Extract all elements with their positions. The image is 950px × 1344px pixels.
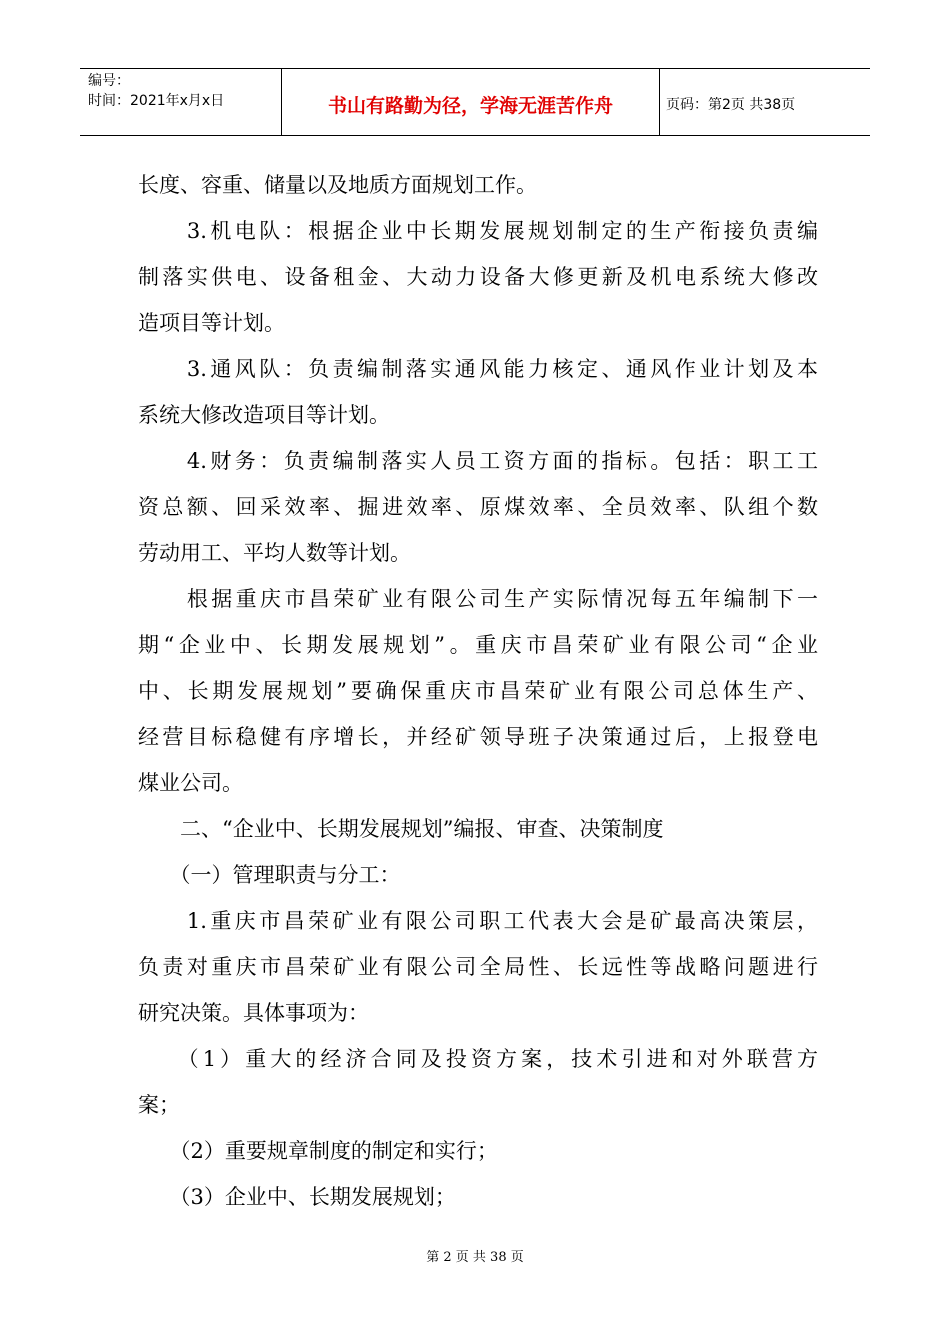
body-line: 制落实供电、设备租金、大动力设备大修更新及机电系统大修改	[138, 265, 818, 289]
body-line: 长度、容重、储量以及地质方面规划工作。	[138, 173, 537, 197]
body-line: 造项目等计划。	[138, 311, 285, 335]
list-item: （3）企业中、长期发展规划；	[138, 1185, 456, 1209]
body-line: 系统大修改造项目等计划。	[138, 403, 390, 427]
section-heading: 二、“企业中、长期发展规划”编报、审查、决策制度	[138, 817, 664, 841]
body-line: 经营目标稳健有序增长，并经矿领导班子决策通过后，上报登电	[138, 725, 818, 749]
body-line: 中、长期发展规划”要确保重庆市昌荣矿业有限公司总体生产、	[138, 679, 818, 703]
body-line: 案；	[138, 1093, 180, 1117]
subsection-heading: （一）管理职责与分工：	[138, 863, 401, 887]
body-line: 负责对重庆市昌荣矿业有限公司全局性、长远性等战略问题进行	[138, 955, 818, 979]
body-line: 4.财务：负责编制落实人员工资方面的指标。包括：职工工	[138, 449, 818, 473]
header-meta	[80, 69, 282, 135]
page-header	[80, 68, 870, 136]
document-time-label: 时间：2021年x月x日	[88, 93, 225, 109]
body-line: 1.重庆市昌荣矿业有限公司职工代表大会是矿最高决策层，	[138, 909, 818, 933]
body-line: 研究决策。具体事项为：	[138, 1001, 369, 1025]
body-line: 期“企业中、长期发展规划”。重庆市昌荣矿业有限公司“企业	[138, 633, 818, 657]
page-footer: 第 2 页 共 38 页	[426, 1250, 524, 1265]
document-number-label: 编号：	[88, 73, 130, 89]
body-line: 根据重庆市昌荣矿业有限公司生产实际情况每五年编制下一	[138, 587, 818, 611]
body-line: 3.通风队：负责编制落实通风能力核定、通风作业计划及本	[138, 357, 818, 381]
body-line: 资总额、回采效率、掘进效率、原煤效率、全员效率、队组个数	[138, 495, 818, 519]
header-page-info: 页码：第2页 共38页	[666, 97, 796, 113]
body-line: 3.机电队：根据企业中长期发展规划制定的生产衔接负责编	[138, 219, 818, 243]
list-item: （1）重大的经济合同及投资方案，技术引进和对外联营方	[138, 1047, 818, 1071]
document-body	[138, 162, 818, 1220]
header-motto: 书山有路勤为径，学海无涯苦作舟	[282, 69, 660, 135]
body-line: 煤业公司。	[138, 771, 243, 795]
body-line: 劳动用工、平均人数等计划。	[138, 541, 411, 565]
list-item: （2）重要规章制度的制定和实行；	[138, 1139, 498, 1163]
